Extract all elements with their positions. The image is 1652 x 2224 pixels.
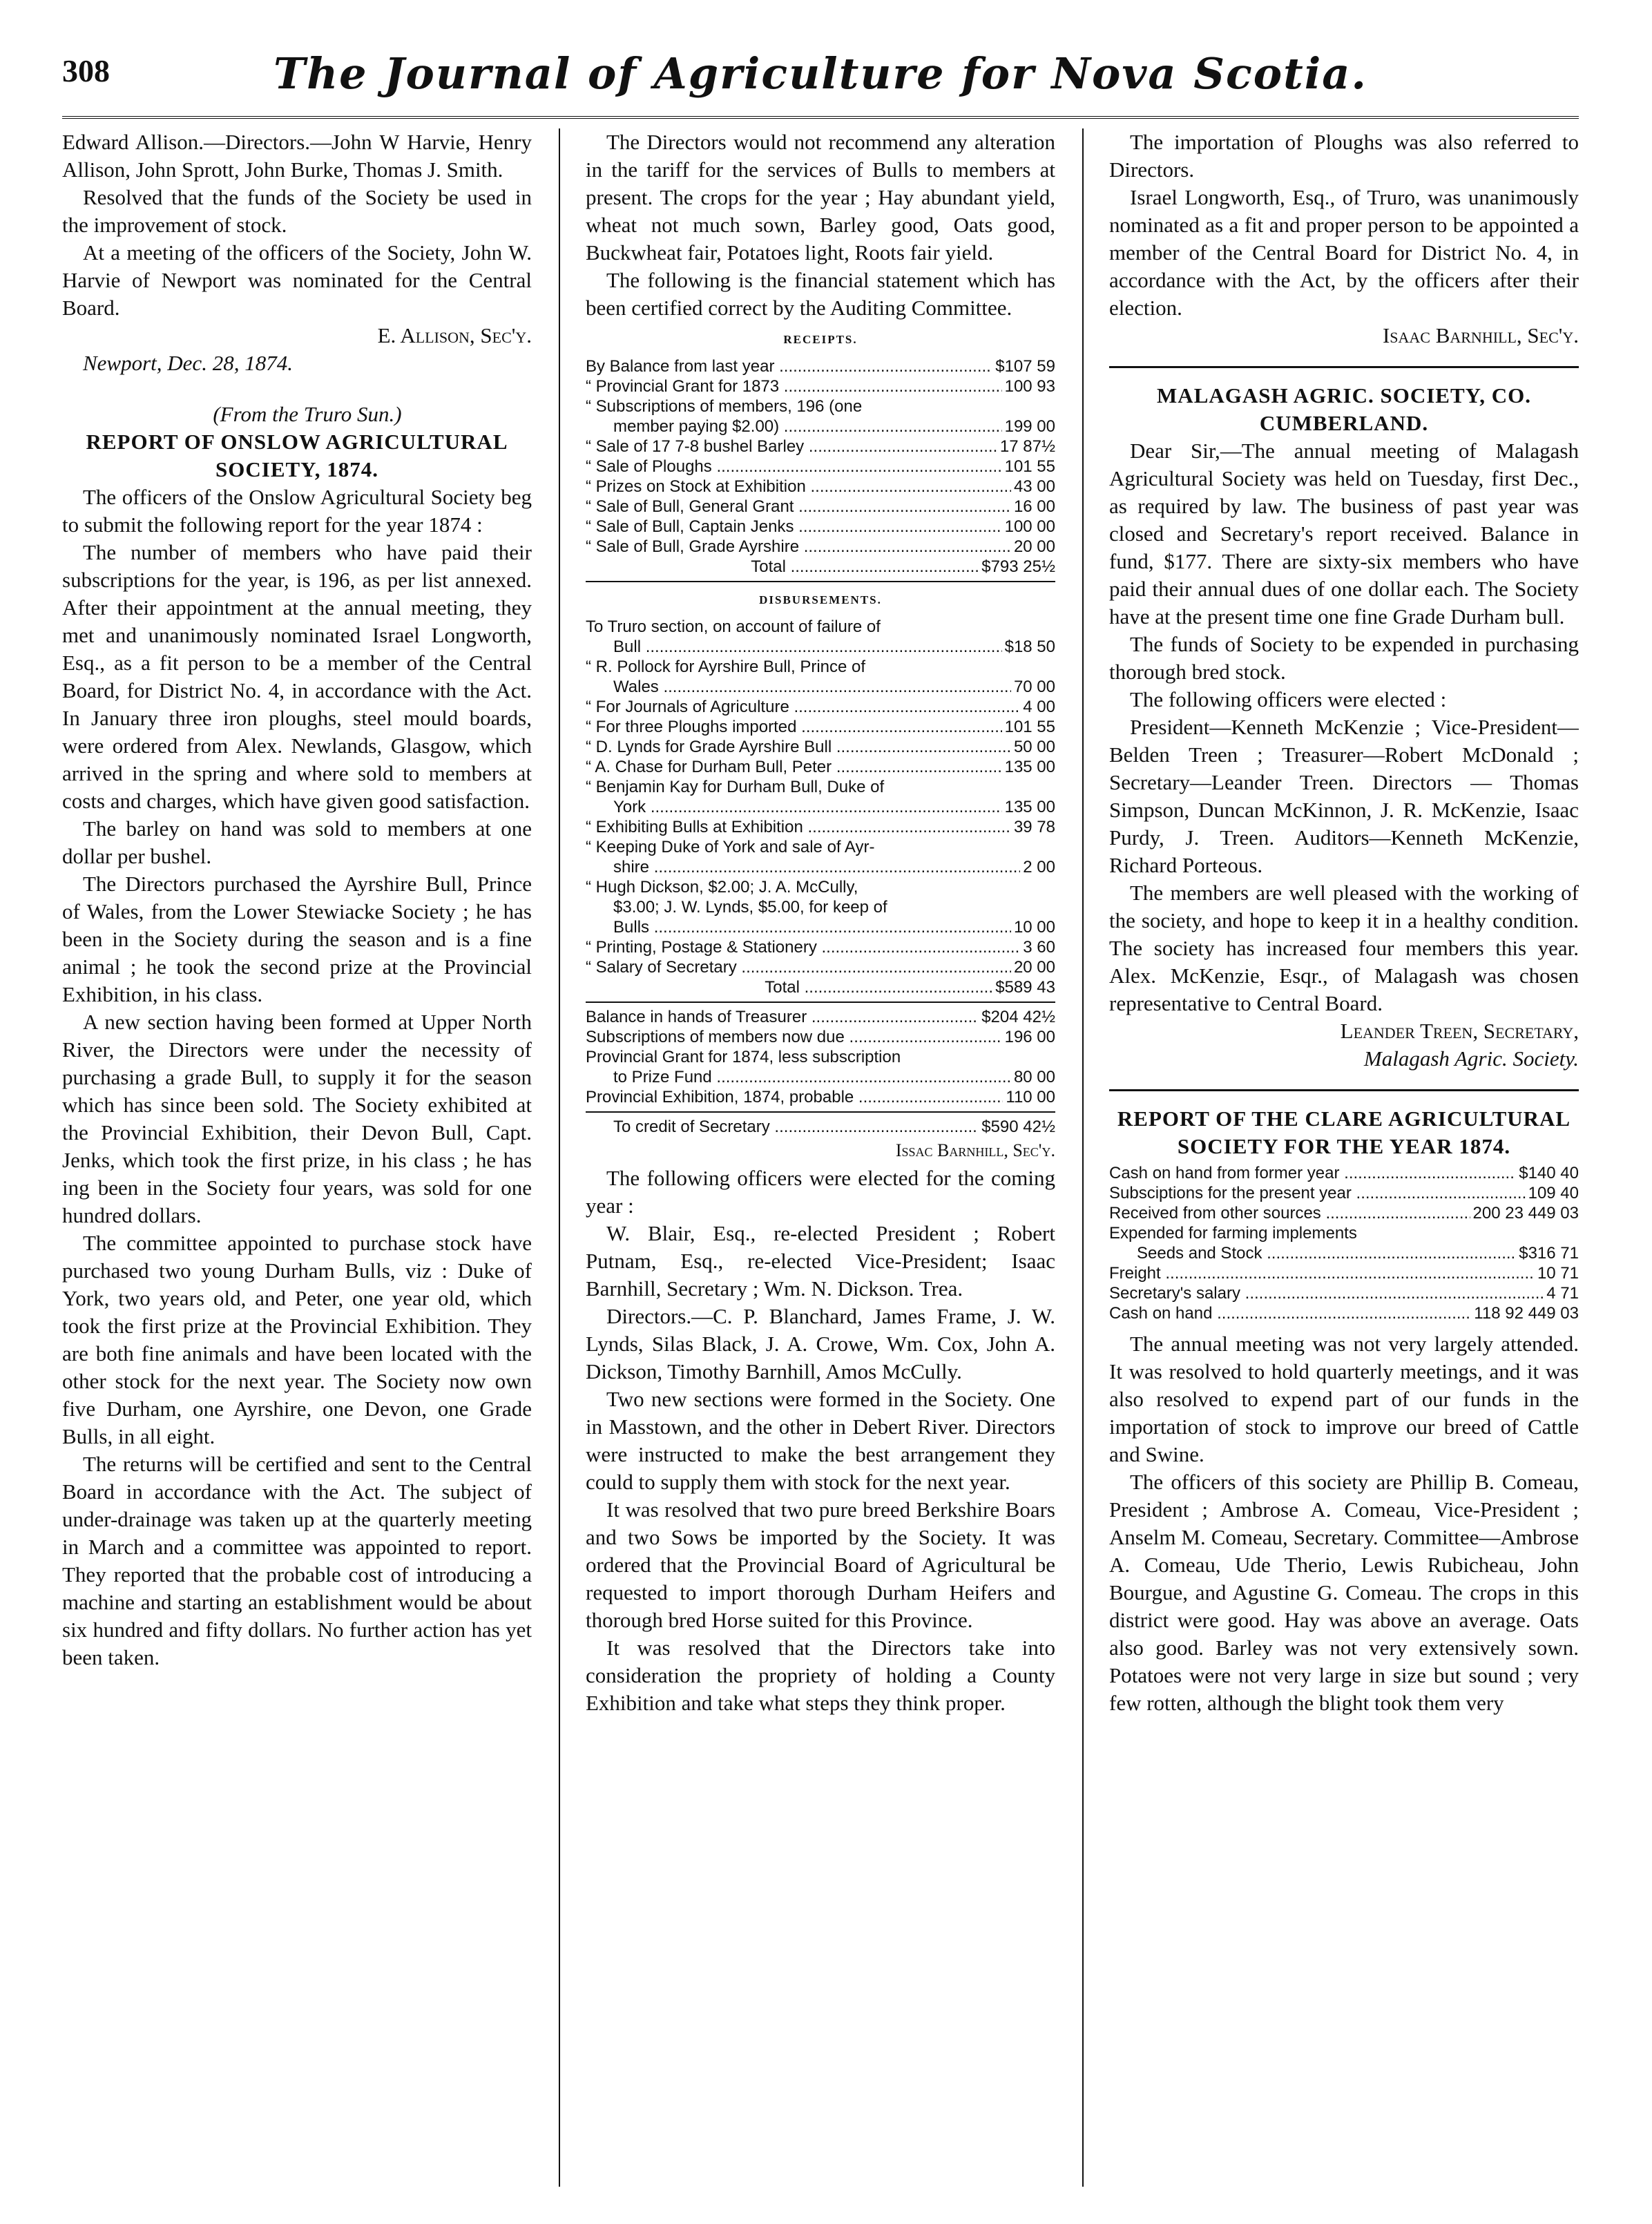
ledger-amount: $18 50 bbox=[1004, 638, 1055, 656]
paragraph: Two new sections were formed in the Society. One in Masstown, and the other in Debert River. Directors were instructed to make the best arrangement they could to supply them with stock for the next year. bbox=[586, 1387, 1055, 1494]
paragraph: W. Blair, Esq., re-elected President ; Robert Putnam, Esq., re-elected Vice-President; Isaac Barnhill, Secretary ; Wm. N. Dickson. Trea. bbox=[586, 1221, 1055, 1301]
ledger-item: Freight ..... bbox=[1109, 1263, 1535, 1283]
ledger-row bbox=[1109, 1203, 1579, 1223]
signature: Leander Treen, Secretary, bbox=[1340, 1019, 1579, 1043]
ledger-item: By Balance from last year ..... bbox=[586, 356, 992, 376]
ledger-item: Expended for farming implements bbox=[1109, 1224, 1357, 1243]
ledger-row bbox=[586, 957, 1055, 977]
ledger-amount: 110 00 bbox=[1006, 1088, 1055, 1106]
total-amount: $589 43 bbox=[995, 978, 1055, 997]
receipts-heading: RECEIPTS. bbox=[783, 333, 858, 346]
ledger-row bbox=[586, 677, 1055, 697]
paragraph: Resolved that the funds of the Society be used in the improvement of stock. bbox=[62, 185, 532, 237]
paragraph: It was resolved that the Directors take into consideration the propriety of holding a County Exhibition and take what steps they think proper. bbox=[586, 1636, 1055, 1715]
column-divider bbox=[559, 128, 560, 2187]
ledger-amount: 16 00 bbox=[1013, 497, 1055, 516]
ledger-item: To Truro section, on account of failure of bbox=[586, 617, 881, 636]
ledger-row bbox=[586, 637, 1055, 657]
ledger-amount: 4 71 bbox=[1546, 1284, 1579, 1303]
ledger-amount: 70 00 bbox=[1013, 678, 1055, 696]
ledger-row bbox=[1109, 1263, 1579, 1283]
ledger-item: “ A. Chase for Durham Bull, Peter ..... bbox=[586, 757, 1002, 777]
ledger-row bbox=[586, 617, 1055, 637]
credit-row bbox=[586, 1117, 1055, 1137]
ledger-item: Secretary's salary ..... bbox=[1109, 1283, 1544, 1303]
ledger-item: “ Subscriptions of members, 196 (one bbox=[586, 397, 863, 416]
ledger-amount: 2 00 bbox=[1023, 858, 1055, 876]
ledger-item: “ Sale of Bull, General Grant ..... bbox=[586, 497, 1011, 517]
ledger-amount: 17 87½ bbox=[999, 437, 1055, 456]
ledger-row bbox=[1109, 1223, 1579, 1243]
disbursements-total bbox=[586, 977, 1055, 997]
ledger-row bbox=[586, 657, 1055, 677]
ledger-amount: 50 00 bbox=[1013, 738, 1055, 756]
signature: E. Allison, Sec'y. bbox=[377, 323, 532, 347]
column-divider bbox=[1082, 128, 1084, 2187]
ledger-amount: 3 60 bbox=[1023, 938, 1055, 957]
ledger-row bbox=[586, 356, 1055, 376]
journal-page bbox=[62, 40, 1579, 2188]
ledger-row bbox=[1109, 1183, 1579, 1203]
paragraph: The importation of Ploughs was also referred to Directors. bbox=[1109, 130, 1579, 182]
ledger-amount: 135 00 bbox=[1004, 798, 1055, 816]
paragraph: President—Kenneth McKenzie ; Vice-President—Belden Treen ; Treasurer—Robert McDonald ; Secretary—Leander Treen. Directors — Thomas Simpson, Duncan McKinnon, J. R. McKenzie, Isaac Purdy, J. Treen. Auditors—Kenneth McKenzie, Richard Porteous. bbox=[1109, 715, 1579, 877]
ledger-amount: 101 55 bbox=[1004, 457, 1055, 476]
section-separator bbox=[1109, 1089, 1579, 1091]
paragraph: The following is the financial statement which has been certified correct by the Auditing Committee. bbox=[586, 268, 1055, 320]
ledger-item: Subscriptions of members now due ..... bbox=[586, 1027, 1002, 1047]
ledger-amount: $316 71 bbox=[1519, 1244, 1579, 1263]
paragraph: The committee appointed to purchase stock have purchased two young Durham Bulls, viz : Duke of York, two years old, and Peter, one year old, which took the first prize at the Provincial Exhibition. They are both fine animals and have been located with the other stock for the next year. The Society now own five Durham, one Ayrshire, one Devon, one Grade Bulls, in all eight. bbox=[62, 1231, 532, 1448]
ledger-amount: 109 40 bbox=[1528, 1184, 1579, 1202]
section-title: REPORT OF THE CLARE AGRICULTURAL SOCIETY FOR THE YEAR 1874. bbox=[1117, 1106, 1571, 1158]
credit-total bbox=[586, 1117, 1055, 1137]
receipts-table bbox=[586, 356, 1055, 557]
receipts-total bbox=[586, 557, 1055, 577]
ledger-item: “ D. Lynds for Grade Ayrshire Bull ..... bbox=[586, 737, 1011, 757]
signature-society: Malagash Agric. Society. bbox=[1363, 1046, 1579, 1071]
ledger-amount: 200 23 449 03 bbox=[1472, 1204, 1579, 1223]
ledger-amount: 196 00 bbox=[1004, 1028, 1055, 1046]
ledger-row bbox=[1109, 1163, 1579, 1183]
paragraph: A new section having been formed at Upper North River, the Directors were under the necessity of purchasing a grade Bull, to supply it for the season which has since been sold. The Society exhibited at the Provincial Exhibition, their Devon Bull, Capt. Jenks, which took the first prize, in his class ; he has ing been in the Society four years, was sold for one hundred dollars. bbox=[62, 1010, 532, 1227]
ledger-amount: $140 40 bbox=[1519, 1164, 1579, 1182]
ledger-item: Balance in hands of Treasurer ..... bbox=[586, 1007, 979, 1027]
paragraph: The barley on hand was sold to members at one dollar per bushel. bbox=[62, 816, 532, 868]
paragraph: The annual meeting was not very largely attended. It was resolved to hold quarterly meetings, and it was also resolved to expend part of our funds in the importation of stock to improve our breed of Cattle and Swine. bbox=[1109, 1332, 1579, 1466]
section-title: MALAGASH AGRIC. SOCIETY, CO. CUMBERLAND. bbox=[1157, 383, 1531, 435]
paragraph: The officers of the Onslow Agricultural Society beg to submit the following report for the year 1874 : bbox=[62, 485, 532, 537]
ledger-item: “ Benjamin Kay for Durham Bull, Duke of bbox=[586, 778, 885, 796]
ledger-amount: 20 00 bbox=[1013, 958, 1055, 977]
divider bbox=[586, 581, 1055, 582]
ledger-amount: 80 00 bbox=[1013, 1068, 1055, 1086]
paragraph: The Directors would not recommend any alteration in the tariff for the services of Bulls to members at present. The crops for the year ; Hay abundant yield, wheat not much sown, Barley good, Oats good, Buckwheat fair, Potatoes light, Roots fair yield. bbox=[586, 130, 1055, 265]
ledger-amount: 100 00 bbox=[1004, 517, 1055, 536]
section-separator bbox=[1109, 366, 1579, 368]
ledger-row bbox=[586, 817, 1055, 837]
ledger-amount: 39 78 bbox=[1013, 818, 1055, 836]
ledger-row bbox=[586, 1047, 1055, 1067]
ledger-amount: 100 93 bbox=[1004, 377, 1055, 396]
paragraph: The returns will be certified and sent to the Central Board in accordance with the Act. The subject of under-drainage was taken up at the quarterly meeting in March and a committee was appointed to report. They reported that the probable cost of introducing a machine and starting an establishment would be about six hundred and fifty dollars. No further action has yet been taken. bbox=[62, 1452, 532, 1669]
ledger-row bbox=[586, 396, 1055, 416]
ledger-item: “ Sale of 17 7-8 bushel Barley ..... bbox=[586, 437, 997, 457]
ledger-item: to Prize Fund ..... bbox=[613, 1067, 1011, 1087]
paragraph: The Directors purchased the Ayrshire Bull, Prince of Wales, from the Lower Stewiacke Society ; he has been in the Society during the season and is a fine animal ; he took the second prize at the Provincial Exhibition, in his class. bbox=[62, 872, 532, 1006]
balance-table bbox=[586, 1007, 1055, 1107]
ledger-row bbox=[586, 477, 1055, 497]
total-label: Total ..... bbox=[661, 977, 992, 997]
ledger-item: Cash on hand from former year ..... bbox=[1109, 1163, 1516, 1183]
ledger-item: Provincial Exhibition, 1874, probable ..... bbox=[586, 1087, 1003, 1107]
paragraph: The officers of this society are Phillip B. Comeau, President ; Ambrose A. Comeau, Vice-President ; Anselm M. Comeau, Secretary. Committee—Ambrose A. Comeau, Ude Therio, Lewis Rubicheau, John Bourgue, and Agustine G. Comeau. The crops in this district were good. Hay was above an average. Oats also good. Barley was not very extensively sown. Potatoes were not very large in size but sound ; very few rotten, although the blight took them very bbox=[1109, 1470, 1579, 1715]
ledger-row bbox=[586, 897, 1055, 917]
paragraph: The following officers were elected : bbox=[1130, 687, 1447, 711]
ledger-row bbox=[1109, 1243, 1579, 1263]
ledger-amount: 43 00 bbox=[1013, 477, 1055, 496]
column-right bbox=[1109, 128, 1579, 2187]
ledger-row bbox=[586, 517, 1055, 537]
credit-amount: $590 42½ bbox=[981, 1118, 1055, 1136]
ledger-item: Wales ..... bbox=[613, 677, 1011, 697]
source-note: (From the Truro Sun.) bbox=[213, 402, 402, 426]
ledger-row bbox=[586, 437, 1055, 457]
credit-label: To credit of Secretary ..... bbox=[613, 1117, 979, 1137]
total-row bbox=[586, 557, 1055, 577]
ledger-amount: $204 42½ bbox=[981, 1008, 1055, 1026]
ledger-row bbox=[586, 497, 1055, 517]
ledger-row bbox=[586, 376, 1055, 396]
ledger-row bbox=[586, 797, 1055, 817]
section-title: REPORT OF ONSLOW AGRICULTURAL SOCIETY, 1874. bbox=[86, 430, 508, 481]
ledger-item: “ Exhibiting Bulls at Exhibition ..... bbox=[586, 817, 1011, 837]
ledger-amount: $107 59 bbox=[995, 357, 1055, 376]
signature: Isaac Barnhill, Sec'y. bbox=[1382, 323, 1579, 347]
paragraph: The members are well pleased with the working of the society, and hope to keep it in a healthy condition. The society has increased four members this year. Alex. McKenzie, Esqr., of Malagash was chosen representative to Central Board. bbox=[1109, 881, 1579, 1015]
ledger-row bbox=[586, 777, 1055, 797]
ledger-row bbox=[586, 837, 1055, 857]
paragraph: Dear Sir,—The annual meeting of Malagash Agricultural Society was held on Tuesday, first Dec., as required by law. The business of past year was closed and Secretary's report received. Balance in fund, $177. There are sixty-six members who have paid their annual dues of one dollar each. The Society have at the present time one fine Grade Durham bull. bbox=[1109, 439, 1579, 629]
ledger-row bbox=[586, 1067, 1055, 1087]
ledger-row bbox=[586, 937, 1055, 957]
ledger-row bbox=[586, 1027, 1055, 1047]
ledger-item: “ Provincial Grant for 1873 ..... bbox=[586, 376, 1002, 396]
page-header bbox=[62, 40, 1579, 119]
ledger-amount: 199 00 bbox=[1004, 417, 1055, 436]
ledger-item: Received from other sources ..... bbox=[1109, 1203, 1470, 1223]
divider bbox=[586, 1001, 1055, 1003]
ledger-amount: 101 55 bbox=[1004, 718, 1055, 736]
ledger-amount: 135 00 bbox=[1004, 758, 1055, 776]
dateline: Newport, Dec. 28, 1874. bbox=[83, 351, 293, 375]
ledger-row bbox=[586, 457, 1055, 477]
paragraph: The funds of Society to be expended in purchasing thorough bred stock. bbox=[1109, 632, 1579, 684]
ledger-row bbox=[586, 697, 1055, 717]
signature: Issac Barnhill, Sec'y. bbox=[895, 1140, 1055, 1160]
ledger-row bbox=[586, 717, 1055, 737]
journal-title: The Journal of Agriculture for Nova Scotia. bbox=[273, 48, 1368, 99]
paragraph: Israel Longworth, Esq., of Truro, was unanimously nominated as a fit and proper person to be appointed a member of the Central Board for District No. 4, in accordance with the Act, by the officers after their election. bbox=[1109, 185, 1579, 320]
total-row bbox=[586, 977, 1055, 997]
ledger-row bbox=[586, 737, 1055, 757]
paragraph: The following officers were elected for the coming year : bbox=[586, 1166, 1055, 1218]
ledger-item: Provincial Grant for 1874, less subscription bbox=[586, 1048, 901, 1066]
ledger-row bbox=[586, 416, 1055, 437]
column-middle bbox=[586, 128, 1055, 2187]
divider bbox=[586, 1111, 1055, 1113]
ledger-item: “ Printing, Postage & Stationery ..... bbox=[586, 937, 1020, 957]
paragraph: Directors.—C. P. Blanchard, James Frame, J. W. Lynds, Silas Black, J. A. Crowe, Wm. Cox, John A. Dickson, Timothy Barnhill, Amos McCully. bbox=[586, 1304, 1055, 1383]
ledger-item: $3.00; J. W. Lynds, $5.00, for keep of bbox=[613, 898, 887, 917]
ledger-row bbox=[586, 1007, 1055, 1027]
ledger-item: “ Salary of Secretary ..... bbox=[586, 957, 1011, 977]
ledger-amount: 4 00 bbox=[1023, 698, 1055, 716]
ledger-item: “ For three Ploughs imported ..... bbox=[586, 717, 1002, 737]
ledger-item: Seeds and Stock ..... bbox=[1137, 1243, 1516, 1263]
ledger-amount: 10 71 bbox=[1537, 1264, 1579, 1283]
ledger-row bbox=[586, 1087, 1055, 1107]
ledger-item: York ..... bbox=[613, 797, 1002, 817]
ledger-item: “ Keeping Duke of York and sale of Ayr- bbox=[586, 838, 875, 856]
ledger-item: “ Prizes on Stock at Exhibition ..... bbox=[586, 477, 1011, 497]
paragraph: At a meeting of the officers of the Society, John W. Harvie of Newport was nominated for the Central Board. bbox=[62, 240, 532, 320]
ledger-amount: 10 00 bbox=[1013, 918, 1055, 937]
ledger-item: “ R. Pollock for Ayrshire Bull, Prince of bbox=[586, 658, 866, 676]
ledger-item: Bulls ..... bbox=[613, 917, 1011, 937]
ledger-row bbox=[586, 537, 1055, 557]
text-columns bbox=[62, 128, 1579, 2187]
ledger-item: member paying $2.00) ..... bbox=[613, 416, 1002, 437]
ledger-item: Bull ..... bbox=[613, 637, 1002, 657]
disbursements-table bbox=[586, 617, 1055, 977]
page-number: 308 bbox=[62, 53, 110, 88]
column-left bbox=[62, 128, 532, 2187]
ledger-row bbox=[586, 917, 1055, 937]
ledger-amount: 20 00 bbox=[1013, 537, 1055, 556]
ledger-row bbox=[586, 877, 1055, 897]
accounts-table bbox=[1109, 1163, 1579, 1323]
paragraph: The number of members who have paid their subscriptions for the year, is 196, as per list annexed. After their appointment at the annual meeting, they met and unanimously nominated Israel Longworth, Esq., as a fit person to be a member of the Central Board, for District No. 4, in accordance with the Act. In January three iron ploughs, steel mould boards, were ordered from Alex. Newlands, Glasgow, which arrived in the spring and where sold to members at costs and charges, which have given good satisfaction. bbox=[62, 540, 532, 813]
ledger-row bbox=[1109, 1283, 1579, 1303]
ledger-item: “ Hugh Dickson, $2.00; J. A. McCully, bbox=[586, 878, 858, 897]
total-label: Total ..... bbox=[647, 557, 979, 577]
ledger-item: shire ..... bbox=[613, 857, 1020, 877]
ledger-amount: 118 92 449 03 bbox=[1474, 1304, 1579, 1323]
disbursements-heading: DISBURSEMENTS. bbox=[759, 593, 882, 606]
ledger-item: “ Sale of Bull, Grade Ayrshire ..... bbox=[586, 537, 1011, 557]
ledger-row bbox=[586, 857, 1055, 877]
ledger-row bbox=[1109, 1303, 1579, 1323]
ledger-item: Cash on hand ..... bbox=[1109, 1303, 1471, 1323]
paragraph: Edward Allison.—Directors.—John W Harvie, Henry Allison, John Sprott, John Burke, Thomas J. Smith. bbox=[62, 130, 532, 182]
paragraph: It was resolved that two pure breed Berkshire Boars and two Sows be imported by the Society. It was ordered that the Provincial Board of Agricultural be requested to import thorough Durham Heifers and thorough bred Horse suited for this Province. bbox=[586, 1497, 1055, 1632]
ledger-item: “ Sale of Ploughs ..... bbox=[586, 457, 1002, 477]
ledger-row bbox=[586, 757, 1055, 777]
ledger-item: “ For Journals of Agriculture ..... bbox=[586, 697, 1020, 717]
total-amount: $793 25½ bbox=[981, 557, 1055, 576]
ledger-item: “ Sale of Bull, Captain Jenks ..... bbox=[586, 517, 1002, 537]
ledger-item: Subsciptions for the present year ..... bbox=[1109, 1183, 1526, 1203]
